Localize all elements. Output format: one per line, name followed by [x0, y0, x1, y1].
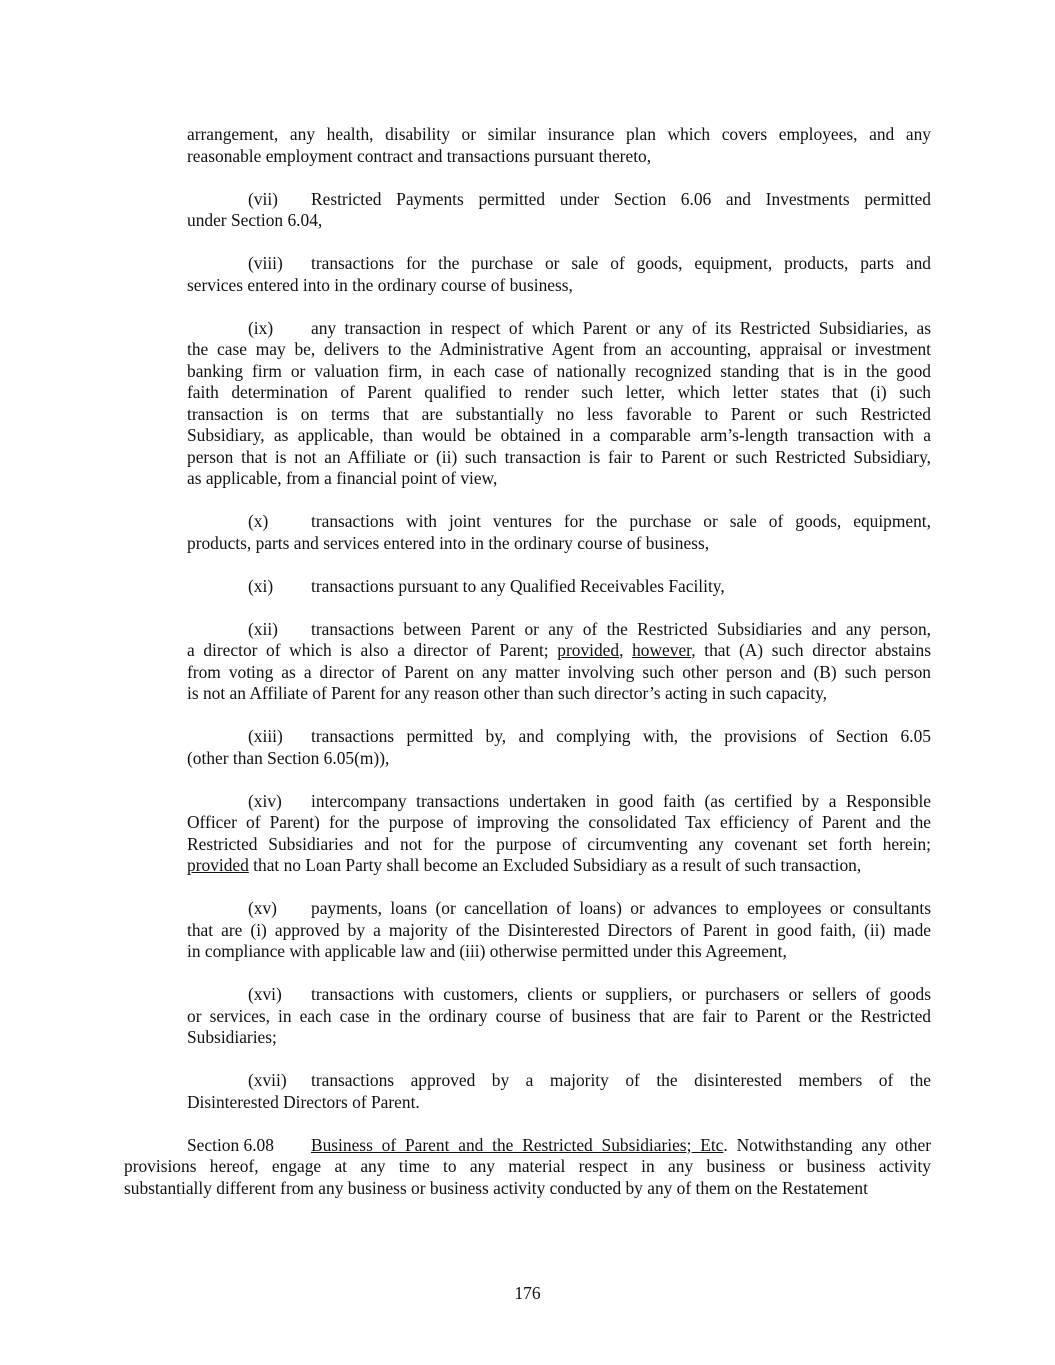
text-line [187, 855, 931, 877]
clause-label: (xv) [248, 898, 277, 918]
text: Officer of Parent) for the purpose of improving the consolidated Tax efficiency of Parent and the [187, 812, 931, 832]
text-line [187, 812, 931, 834]
text-line [248, 619, 931, 641]
text-line [248, 898, 931, 920]
text: arrangement, any health, disability or similar insurance plan which covers employees, and any [187, 124, 931, 144]
clause-paragraph [0, 984, 1055, 1049]
text-line [187, 339, 931, 361]
text: person that is not an Affiliate or (ii) such transaction is fair to Parent or such Restricted Subsidiary, [187, 446, 931, 467]
text-line [124, 1178, 931, 1200]
text: that no Loan Party shall become an Excluded Subsidiary as a result of such transaction, [248, 855, 862, 875]
clause-label: (ix) [248, 317, 274, 338]
page-number: 176 [514, 1283, 541, 1303]
text: transactions with customers, clients or suppliers, or purchasers or sellers of goods [311, 984, 931, 1004]
clause-label: (xii) [248, 618, 278, 639]
text-line [187, 124, 931, 146]
text-line [248, 189, 931, 211]
text-line [187, 382, 931, 404]
text: Subsidiary, as applicable, than would be obtained in a comparable arm’s-length transaction with a [187, 425, 931, 445]
underlined-text: provided [557, 640, 620, 660]
text-line [187, 146, 931, 168]
text: Subsidiaries; [187, 1027, 277, 1047]
clause-paragraph [0, 576, 1055, 598]
text-line [187, 683, 931, 705]
text: Restricted Subsidiaries and not for the purpose of circumventing any covenant set forth herein; [187, 833, 931, 854]
clause-paragraph [0, 511, 1055, 554]
text: substantially different from any business or business activity conducted by any of them on the Restatement [124, 1177, 868, 1198]
text-line [187, 662, 931, 684]
clause-label: (vii) [248, 188, 278, 209]
text: reasonable employment contract and transactions pursuant thereto, [187, 145, 652, 166]
text: (other than Section 6.05(m)), [187, 747, 390, 768]
text: intercompany transactions undertaken in good faith (as certified by a Responsible [311, 790, 931, 811]
section-number: Section 6.08 [187, 1134, 274, 1155]
text-line [187, 941, 931, 963]
clause-paragraph [0, 726, 1055, 769]
text-line [248, 726, 931, 748]
underlined-text: Business of Parent and the Restricted Subsidiaries; Etc [311, 1134, 724, 1155]
text: products, parts and services entered into in the ordinary course of business, [187, 532, 710, 553]
text: transactions for the purchase or sale of goods, equipment, products, parts and [311, 253, 931, 273]
text: transactions permitted by, and complying with, the provisions of Section 6.05 [311, 726, 931, 746]
text: Restricted Payments permitted under Section 6.06 and Investments permitted [311, 188, 931, 209]
text: from voting as a director of Parent on any matter involving such other person and (B) such person [187, 661, 931, 682]
text: . Notwithstanding any other [723, 1134, 931, 1155]
text-line [187, 533, 931, 555]
text: banking firm or valuation firm, in each case of nationally recognized standing that is in the good [187, 360, 931, 381]
clause-label: (xvii) [248, 1070, 287, 1090]
text: is not an Affiliate of Parent for any reason other than such director’s acting in such capacity, [187, 683, 828, 703]
clause-paragraph [0, 253, 1055, 296]
section-paragraph [0, 1135, 1055, 1200]
clause-paragraph [0, 189, 1055, 232]
text-line [187, 425, 931, 447]
text-line [187, 361, 931, 383]
clause-label: (viii) [248, 253, 283, 273]
text-line [248, 791, 931, 813]
underlined-text: provided [187, 855, 249, 875]
text-line [187, 920, 931, 942]
text: or services, in each case in the ordinary course of business that are fair to Parent or the Restricted [187, 1005, 931, 1026]
text: under Section 6.04, [187, 210, 323, 230]
text-line [187, 834, 931, 856]
text: Disinterested Directors of Parent. [187, 1091, 420, 1112]
clause-label: (xvi) [248, 984, 282, 1004]
text: in compliance with applicable law and (iii) otherwise permitted under this Agreement, [187, 941, 787, 961]
text-line [187, 640, 931, 662]
text-line [124, 1156, 931, 1178]
text: the case may be, delivers to the Administrative Agent from an accounting, appraisal or investment [187, 339, 931, 359]
text-line [248, 253, 931, 275]
text-line [248, 511, 931, 533]
text-line [187, 275, 931, 297]
text-line [187, 210, 931, 232]
text: , [619, 640, 633, 660]
clause-paragraph [0, 619, 1055, 705]
clause-label: (xiii) [248, 726, 283, 746]
text: transactions approved by a majority of the disinterested members of the [311, 1070, 931, 1090]
text: faith determination of Parent qualified to render such letter, which letter states that (i) such [187, 382, 931, 402]
text: services entered into in the ordinary course of business, [187, 274, 573, 295]
text: provisions hereof, engage at any time to any material respect in any business or business activity [124, 1156, 931, 1176]
clause-paragraph [0, 791, 1055, 877]
text-line [187, 748, 931, 770]
text-line [187, 1135, 931, 1157]
document-body [0, 124, 1055, 1221]
text: , that (A) such director abstains [691, 640, 931, 660]
text: transaction is on terms that are substantially no less favorable to Parent or such Restricted [187, 403, 931, 424]
clause-label: (x) [248, 511, 269, 531]
text-line [187, 468, 931, 490]
text: that are (i) approved by a majority of the Disinterested Directors of Parent in good faith, (ii) made [187, 919, 931, 940]
text: a director of which is also a director of Parent; [187, 640, 558, 660]
text: as applicable, from a financial point of view, [187, 468, 498, 488]
text-line [187, 1006, 931, 1028]
text-line [187, 404, 931, 426]
clause-paragraph [0, 898, 1055, 963]
text: payments, loans (or cancellation of loans) or advances to employees or consultants [311, 898, 931, 918]
text: transactions between Parent or any of the Restricted Subsidiaries and any person, [311, 618, 931, 639]
text: any transaction in respect of which Parent or any of its Restricted Subsidiaries, as [311, 317, 931, 338]
clause-paragraph [0, 1070, 1055, 1113]
underlined-text: however [632, 640, 692, 660]
clause-paragraph [0, 124, 1055, 167]
text-line [248, 318, 931, 340]
clause-label: (xi) [248, 575, 274, 596]
clause-paragraph [0, 318, 1055, 490]
text: transactions pursuant to any Qualified Receivables Facility, [311, 575, 725, 596]
text-line [248, 1070, 931, 1092]
text-line [187, 447, 931, 469]
clause-label: (xiv) [248, 790, 282, 811]
text-line [187, 1027, 931, 1049]
text-line [187, 1092, 931, 1114]
text-line [248, 984, 931, 1006]
text-line [248, 576, 931, 598]
text: transactions with joint ventures for the purchase or sale of goods, equipment, [311, 511, 931, 531]
